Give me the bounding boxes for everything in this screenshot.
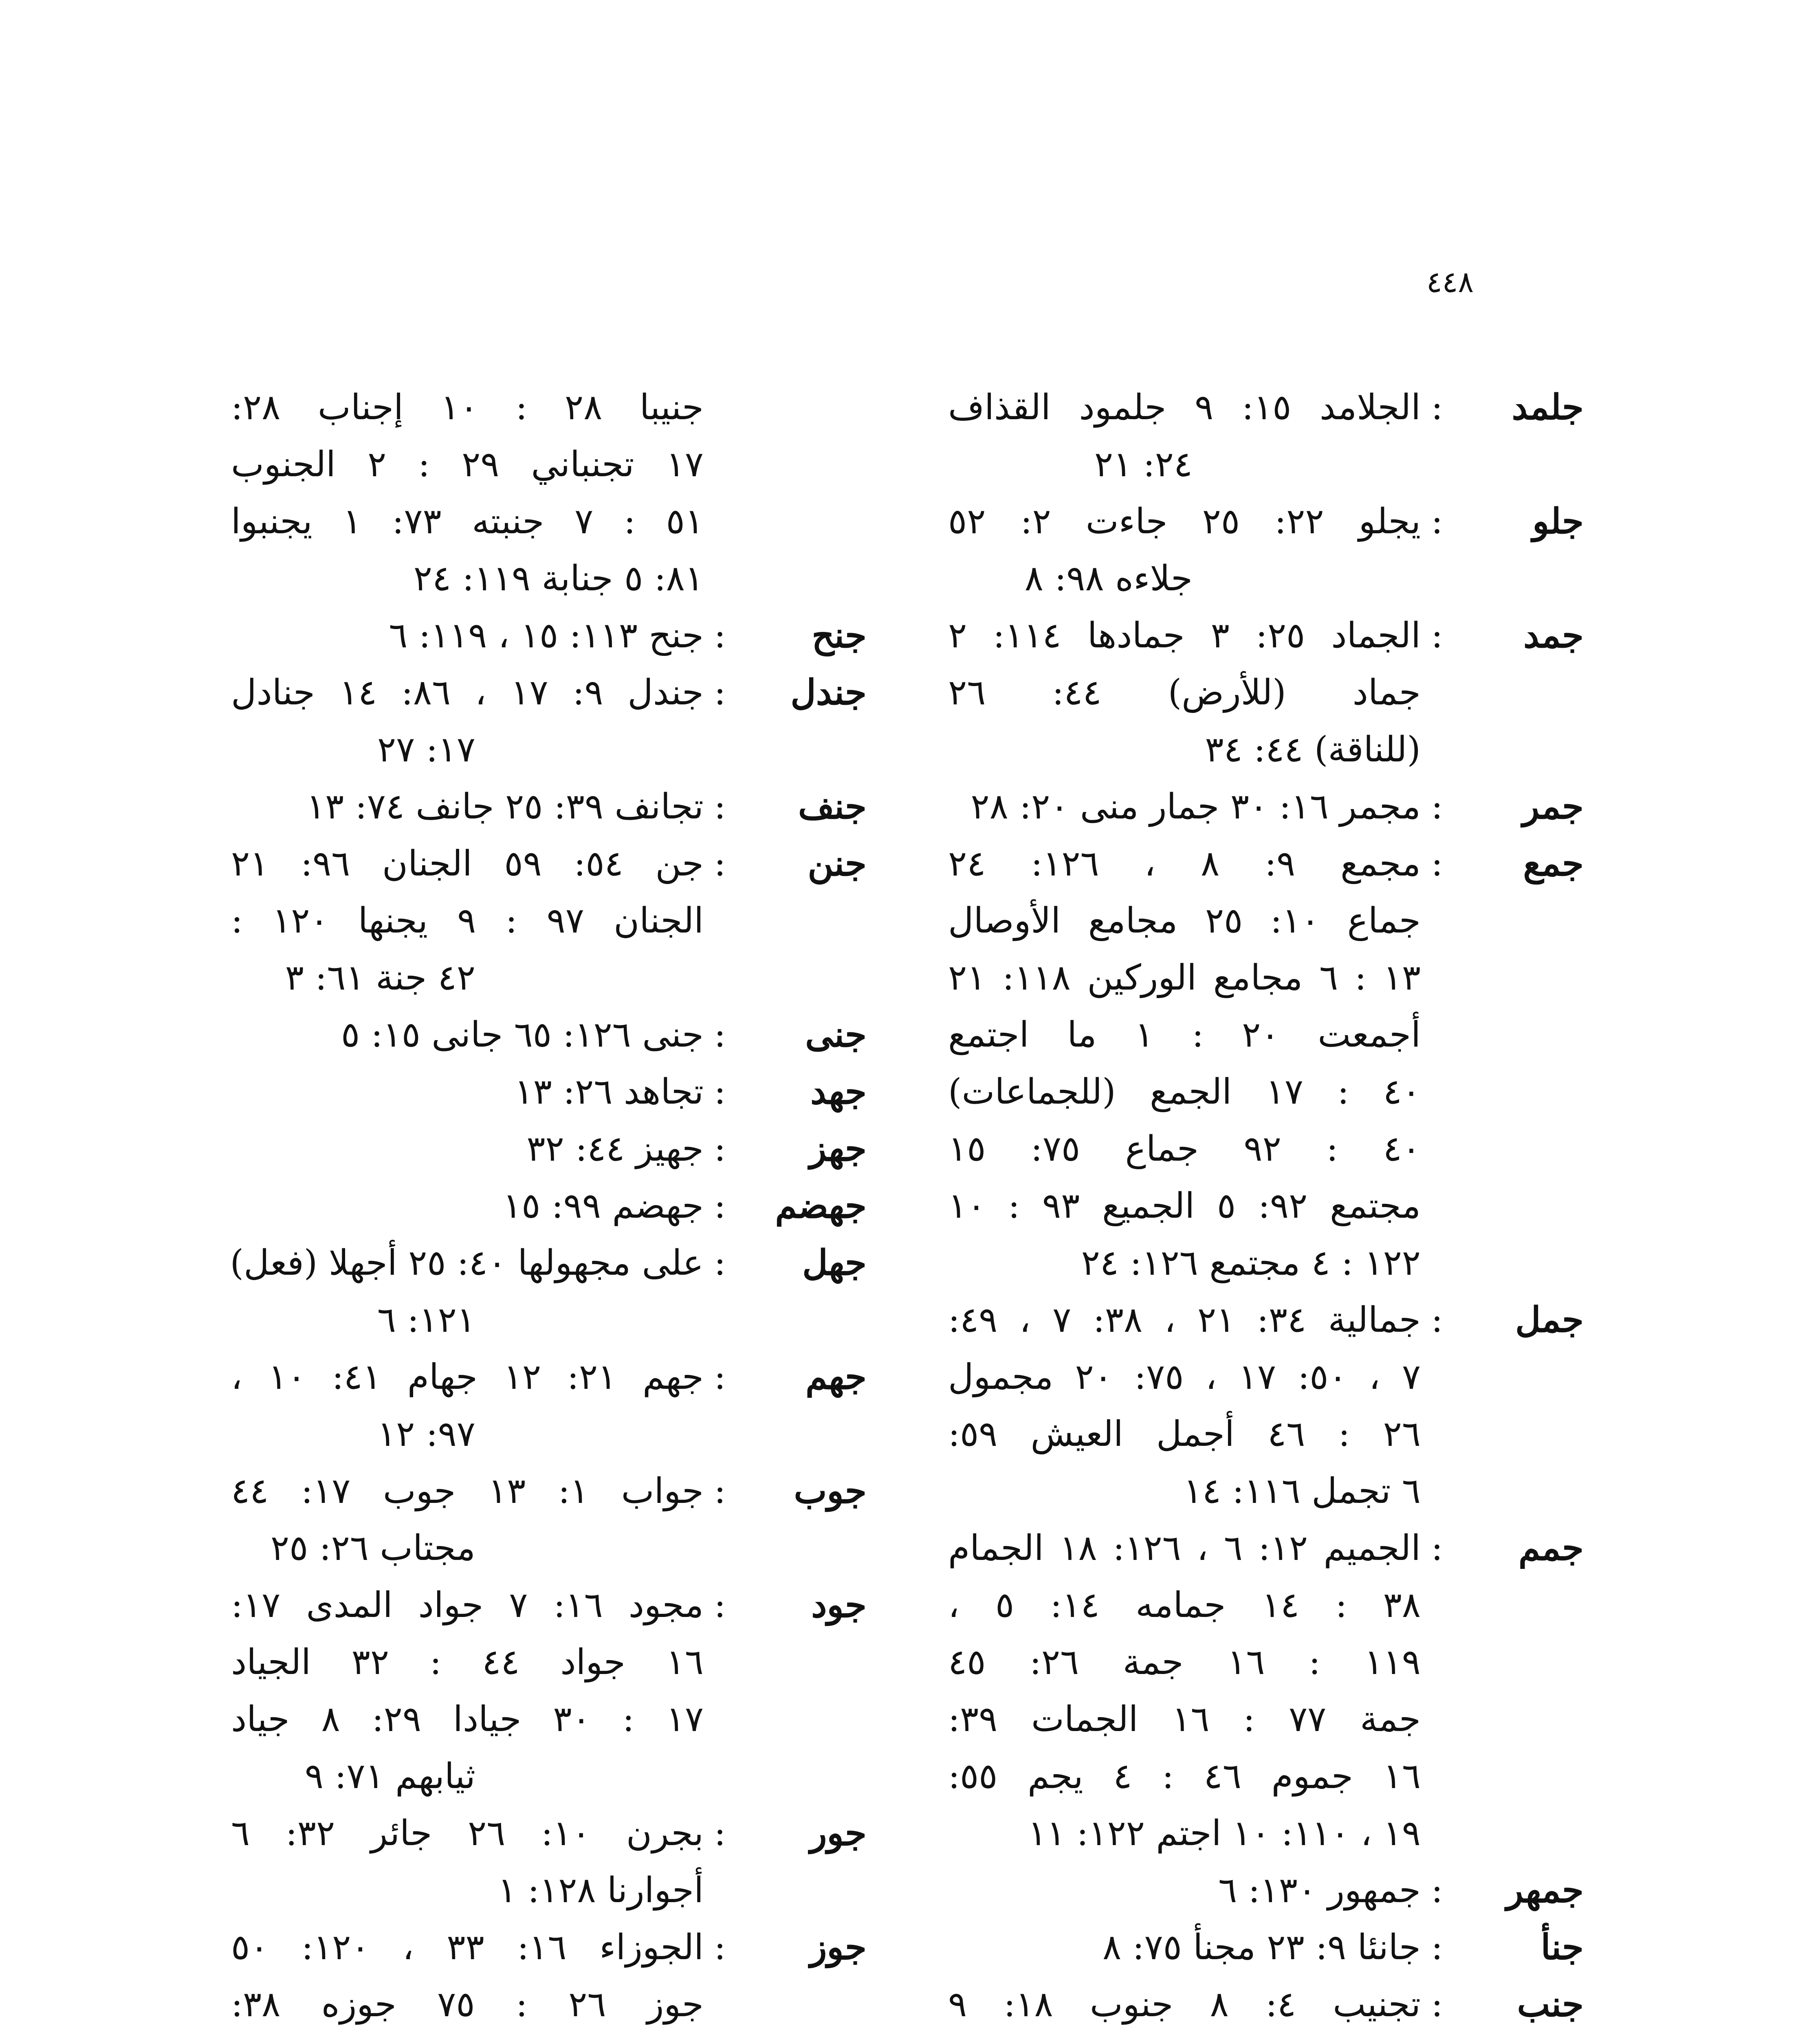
entry-line: جمهور ١٣٠: ٦	[1218, 1870, 1421, 1911]
entry-references	[231, 1006, 704, 1063]
entry-line: أجوارنا ١٢٨: ١	[497, 1870, 704, 1911]
entry-root: جهم	[805, 1356, 867, 1397]
entry-line: جنى ١٢٦: ٦٥ جانى ١٥: ٥	[341, 1014, 704, 1055]
entry-line: ثيابهم ٧١: ٩	[304, 1756, 475, 1797]
entry-root: جمر	[1522, 786, 1584, 827]
entry-separator: :	[1431, 1528, 1443, 1568]
entry-references	[231, 1805, 704, 1919]
entry-line: جماع ١٠: ٢٥ مجامع الأوصال	[948, 900, 1421, 941]
entry-references	[948, 1976, 1421, 2037]
entry-root: جور	[810, 1813, 867, 1854]
entry-line: ١٢١: ٦	[377, 1300, 475, 1340]
entry-separator: :	[714, 1927, 726, 1968]
entry-line: مجمر ١٦: ٣٠ جمار منى ٢٠: ٢٨	[971, 786, 1421, 827]
entry-line: جوز ٢٦ : ٧٥ جوزه ٣٨:	[231, 1984, 704, 2025]
entry-references	[231, 664, 704, 778]
entry-line: الجماد ٢٥: ٣ جمادها ١١٤: ٢	[948, 615, 1421, 656]
entry-line: بجرن ١٠: ٢٦ جائر ٣٢: ٦	[231, 1813, 704, 1854]
index-entry	[948, 1520, 1584, 1862]
entry-line	[948, 2033, 1421, 2037]
entry-line: تجانف ٣٩: ٢٥ جانف ٧٤: ١٣	[306, 786, 704, 827]
index-entry	[231, 379, 867, 607]
entry-references	[231, 379, 704, 607]
entry-line: جنح ١١٣: ١٥ ، ١١٩: ٦	[389, 615, 704, 656]
entry-line: ١٧: ٢٧	[377, 729, 475, 770]
entry-root: جهد	[810, 1071, 867, 1112]
index-entry	[948, 493, 1584, 607]
entry-references	[948, 835, 1421, 1291]
index-entry	[231, 1063, 867, 1120]
entry-root: جمد	[1523, 615, 1584, 656]
entry-root: جمل	[1515, 1299, 1584, 1340]
index-entry	[948, 1976, 1584, 2037]
entry-root: جنب	[1517, 1984, 1584, 2025]
entry-line: جواب ١: ١٣ جوب ١٧: ٤٤	[231, 1471, 704, 1511]
entry-root: جهز	[809, 1128, 867, 1169]
index-entry	[231, 835, 867, 1006]
entry-root: جوب	[794, 1470, 867, 1511]
entry-root: جمهر	[1506, 1870, 1584, 1911]
index-entry	[948, 379, 1584, 493]
entry-references	[948, 1862, 1421, 1919]
entry-line: يجلو ٢٢: ٢٥ جاءت ٢: ٥٢	[948, 501, 1421, 542]
index-entry	[231, 1234, 867, 1348]
entry-separator: :	[714, 1186, 726, 1226]
index-entry	[948, 1862, 1584, 1919]
entry-separator: :	[714, 1813, 726, 1854]
entry-separator: :	[1431, 501, 1443, 542]
entry-line: ١٣ : ٦ مجامع الوركين ١١٨: ٢١	[948, 957, 1421, 998]
entry-line: ٤٢ جنة ٦١: ٣	[285, 957, 475, 998]
entry-line: جهم ٢١: ١٢ جهام ٤١: ١٠ ،	[231, 1357, 704, 1397]
entry-line: جلاءه ٩٨: ٨	[1024, 558, 1193, 599]
entry-separator: :	[1431, 843, 1443, 884]
entry-line	[231, 2033, 704, 2037]
entry-references	[948, 607, 1421, 778]
index-entry	[231, 1919, 867, 2037]
entry-line: تجاهد ٢٦: ١٣	[514, 1071, 704, 1112]
entry-line: ٤٠ : ٩٢ جماع ٧٥: ١٥	[948, 1128, 1421, 1169]
entry-separator: :	[714, 1243, 726, 1283]
entry-separator: :	[714, 1471, 726, 1511]
index-entry	[231, 1120, 867, 1177]
entry-line: ١٩ ، ١١٠: ١٠ اجتم ١٢٢: ١١	[1028, 1813, 1421, 1854]
entry-line: جانئا ٩: ٢٣ مجنأ ٧٥: ٨	[1102, 1927, 1421, 1968]
entry-line: الجنان ٩٧ : ٩ يجنها ١٢٠ :	[231, 900, 704, 941]
index-column-left	[231, 379, 867, 2037]
entry-separator: :	[714, 1071, 726, 1112]
entry-line: ٩٧: ١٢	[377, 1414, 475, 1454]
entry-references	[948, 1520, 1421, 1862]
entry-references	[231, 607, 704, 664]
entry-root: جوز	[810, 1927, 867, 1968]
entry-references	[231, 1919, 704, 2037]
entry-line: ١٦ جواد ٤٤ : ٣٢ الجياد	[231, 1642, 704, 1683]
entry-line: ٤٠ : ١٧ الجمع (للجماعات)	[948, 1071, 1421, 1112]
entry-line: ٢٦ : ٤٦ أجمل العيش ٥٩:	[948, 1414, 1421, 1454]
entry-references	[231, 1120, 704, 1177]
entry-separator: :	[1431, 1927, 1443, 1968]
index-entry	[231, 1463, 867, 1577]
entry-line: على مجهولها ٤٠: ٢٥ أجهلا (فعل)	[230, 1243, 704, 1283]
entry-line: مجتاب ٢٦: ٢٥	[270, 1528, 475, 1568]
entry-separator: :	[714, 672, 726, 713]
entry-line: جماد (للأرض) ٤٤: ٢٦	[948, 672, 1421, 713]
entry-references	[231, 1463, 704, 1577]
entry-line: ٦ تجمل ١١٦: ١٤	[1183, 1471, 1421, 1511]
entry-separator: :	[714, 1014, 726, 1055]
entry-separator: :	[1431, 786, 1443, 827]
entry-line: ١٧ تجنباني ٢٩ : ٢ الجنوب	[231, 444, 704, 485]
entry-root: جنح	[812, 615, 867, 656]
entry-line: ٢٤: ٢١	[1094, 444, 1193, 485]
entry-references	[231, 835, 704, 1006]
index-entry	[231, 1348, 867, 1463]
index-entry	[231, 664, 867, 778]
entry-root: جنأ	[1541, 1927, 1584, 1968]
entry-separator: :	[714, 1585, 726, 1626]
entry-references	[231, 1348, 704, 1463]
entry-line: ٣٨ : ١٤ جمامه ١٤: ٥ ،	[948, 1585, 1421, 1626]
entry-separator: :	[714, 786, 726, 827]
entry-line: ١٢٢ : ٤ مجتمع ١٢٦: ٢٤	[1081, 1243, 1421, 1283]
entry-line: تجنيب ٤: ٨ جنوب ١٨: ٩	[948, 1984, 1421, 2025]
index-entry	[948, 835, 1584, 1291]
index-entry	[231, 1006, 867, 1063]
entry-separator: :	[1431, 1300, 1443, 1340]
entry-references	[948, 493, 1421, 607]
entry-root: جهضم	[775, 1185, 867, 1226]
entry-separator: :	[1431, 387, 1443, 428]
entry-root: جلو	[1532, 501, 1584, 542]
entry-references	[948, 1919, 1421, 1976]
entry-line: الجميم ١٢: ٦ ، ١٢٦: ١٨ الجمام	[948, 1528, 1421, 1568]
entry-references	[231, 1577, 704, 1805]
index-entry	[948, 1919, 1584, 1976]
entry-line: مجتمع ٩٢: ٥ الجميع ٩٣ : ١٠	[948, 1186, 1421, 1226]
entry-line: ١١٩ : ١٦ جمة ٢٦: ٤٥	[948, 1642, 1421, 1683]
entry-references	[231, 1063, 704, 1120]
entry-line: جن ٥٤: ٥٩ الجنان ٩٦: ٢١	[231, 843, 704, 884]
entry-separator: :	[714, 1357, 726, 1397]
index-entry	[231, 778, 867, 835]
entry-line: ٥١ : ٧ جنبته ٧٣: ١ يجنبوا	[231, 501, 704, 542]
entry-root: جهل	[802, 1242, 867, 1283]
index-entry	[948, 607, 1584, 778]
index-entry	[231, 1805, 867, 1919]
entry-root: جمم	[1518, 1527, 1584, 1568]
entry-line: جمالية ٣٤: ٢١ ، ٣٨: ٧ ، ٤٩:	[948, 1300, 1421, 1340]
entry-references	[948, 1291, 1421, 1520]
index-column-right	[948, 379, 1584, 2037]
entry-line: ١٦ جموم ٤٦ : ٤ يجم ٥٥:	[948, 1756, 1421, 1797]
entry-line: مجود ١٦: ٧ جواد المدى ١٧:	[231, 1585, 704, 1626]
entry-references	[230, 1234, 704, 1348]
entry-references	[231, 778, 704, 835]
entry-root: جود	[811, 1584, 867, 1626]
index-entry	[231, 1177, 867, 1234]
entry-line: مجمع ٩: ٨ ، ١٢٦: ٢٤	[948, 843, 1421, 884]
entry-line: جهيز ٤٤: ٣٢	[526, 1128, 704, 1169]
entry-separator: :	[1431, 615, 1443, 656]
entry-separator: :	[714, 615, 726, 656]
entry-references	[948, 778, 1421, 835]
entry-separator: :	[714, 843, 726, 884]
entry-line: جنيبا ٢٨ : ١٠ إجناب ٢٨:	[231, 387, 704, 428]
entry-root: جمع	[1523, 843, 1584, 884]
entry-line: الجلامد ١٥: ٩ جلمود القذاف	[948, 387, 1421, 428]
entry-separator: :	[714, 1128, 726, 1169]
entry-line: ٧ ، ٥٠: ١٧ ، ٧٥: ٢٠ مجمول	[948, 1357, 1421, 1397]
index-entry	[948, 778, 1584, 835]
entry-root: جنف	[798, 786, 867, 827]
index-entry	[948, 1291, 1584, 1520]
entry-line: جمة ٧٧ : ١٦ الجمات ٣٩:	[948, 1699, 1421, 1740]
entry-separator: :	[1431, 1984, 1443, 2025]
entry-line: جهضم ٩٩: ١٥	[502, 1186, 704, 1226]
entry-references	[948, 379, 1421, 493]
entry-line: ١٧ : ٣٠ جيادا ٢٩: ٨ جياد	[231, 1699, 704, 1740]
entry-root: جنى	[805, 1014, 867, 1055]
index-entry	[231, 1577, 867, 1805]
entry-root: جلمد	[1512, 387, 1584, 428]
entry-references	[231, 1177, 704, 1234]
entry-separator: :	[1431, 1870, 1443, 1911]
entry-root: جنن	[808, 843, 867, 884]
entry-line: ٨١: ٥ جنابة ١١٩: ٢٤	[413, 558, 704, 599]
entry-line: جندل ٩: ١٧ ، ٨٦: ١٤ جنادل	[231, 672, 704, 713]
index-entry	[231, 607, 867, 664]
entry-line: (للناقة) ٤٤: ٣٤	[1205, 729, 1421, 770]
page-number: ٤٤٨	[1426, 265, 1474, 299]
entry-line: أجمعت ٢٠ : ١ ما اجتمع	[948, 1014, 1421, 1055]
entry-line: الجوزاء ١٦: ٣٣ ، ١٢٠: ٥٠	[231, 1927, 704, 1968]
entry-root: جندل	[790, 672, 867, 713]
